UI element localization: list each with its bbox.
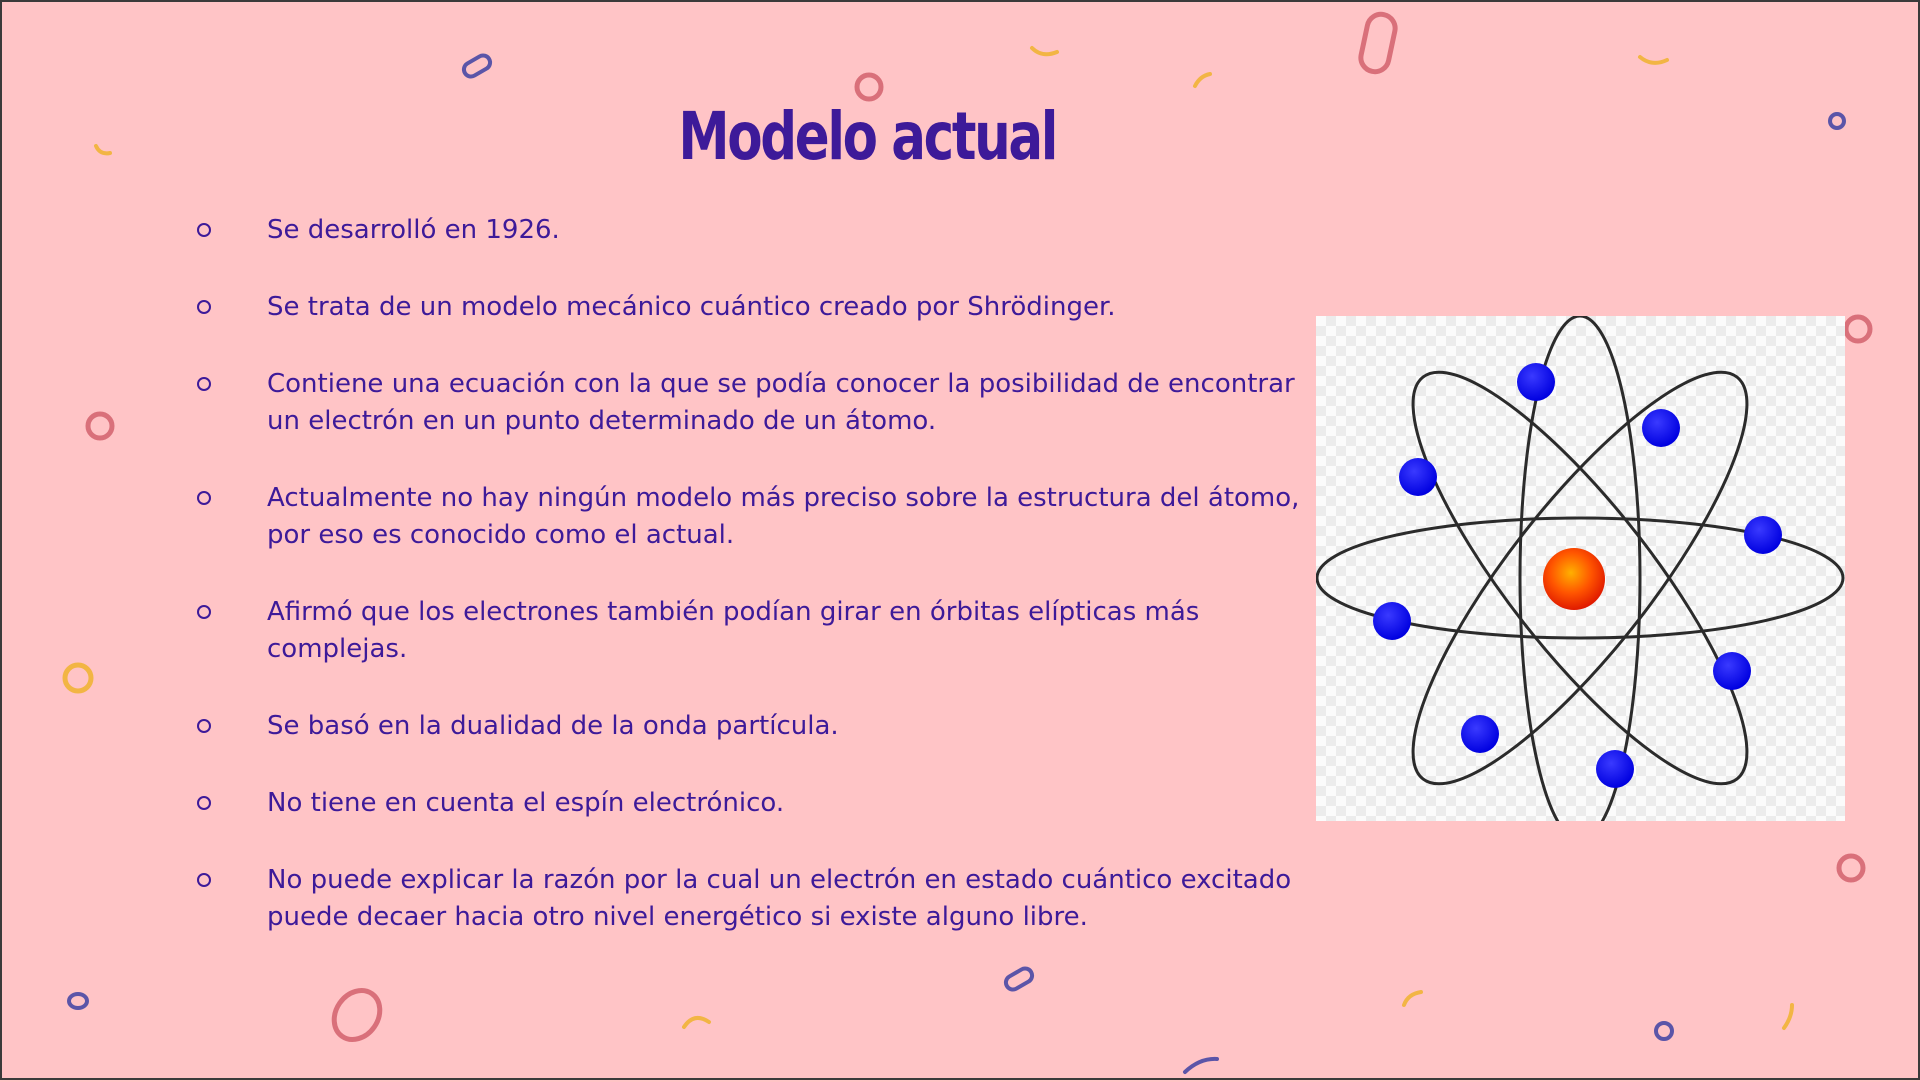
bullet-item [197,480,1312,554]
deco-ring-pink [1839,856,1863,880]
bullet-text: Afirmó que los electrones también podían girar en órbitas elípticas más complejas. [267,597,1200,664]
deco-arc-yellow [1784,1005,1792,1028]
bullet-item [197,785,1312,822]
bullet-item [197,594,1312,668]
hollow-circle-icon [197,223,211,237]
bullet-item [197,708,1312,745]
electron [1642,409,1680,447]
deco-oval-pink [325,982,389,1049]
hollow-circle-icon [197,605,211,619]
bullet-item [197,366,1312,440]
electron [1596,750,1634,788]
bullet-text: No tiene en cuenta el espín electrónico. [267,788,785,818]
atom-icon [1316,316,1845,821]
hollow-circle-icon [197,300,211,314]
slide-title: Modelo actual [678,98,1057,175]
bullet-text: Se basó en la dualidad de la onda partícula. [267,711,839,741]
deco-pill-purple [1003,966,1034,992]
bullet-list [197,212,1312,936]
deco-ring-pink [88,414,112,438]
electron [1744,516,1782,554]
electron [1517,363,1555,401]
deco-arc-yellow [1032,48,1057,54]
deco-ring-pink [857,75,881,99]
atom-illustration [1316,316,1845,821]
hollow-circle-icon [197,491,211,505]
deco-ring-purple [1830,114,1844,128]
deco-ring-purple [69,994,87,1008]
deco-pill-purple [461,53,492,79]
hollow-circle-icon [197,377,211,391]
bullet-item [197,862,1312,936]
bullet-text: Actualmente no hay ningún modelo más preciso sobre la estructura del átomo, por eso es conocido como el actual. [267,483,1300,550]
nucleus [1543,548,1605,610]
hollow-circle-icon [197,796,211,810]
hollow-circle-icon [197,873,211,887]
deco-arc-yellow [1195,74,1210,86]
bullet-text: No puede explicar la razón por la cual un electrón en estado cuántico excitado puede decaer hacia otro nivel energético si existe alguno libre. [267,865,1292,932]
electron [1713,652,1751,690]
electron [1399,458,1437,496]
deco-ring-purple [1656,1023,1672,1039]
deco-arc-yellow [684,1018,709,1027]
deco-arc-yellow [1404,992,1421,1005]
bullet-item [197,289,1312,326]
hollow-circle-icon [197,719,211,733]
deco-ring-pink [1846,317,1870,341]
bullet-item [197,212,1312,249]
electron [1373,602,1411,640]
electron [1461,715,1499,753]
deco-arc-yellow [96,146,110,153]
deco-arc-yellow [1640,57,1667,63]
deco-ring-yellow [65,665,91,691]
deco-arc-purple [1185,1059,1217,1072]
bullet-text: Contiene una ecuación con la que se podía conocer la posibilidad de encontrar un electrón en un punto determinado de un átomo. [267,369,1295,436]
bullet-text: Se desarrolló en 1926. [267,215,560,245]
bullet-text: Se trata de un modelo mecánico cuántico creado por Shrödinger. [267,292,1116,322]
deco-capsule-pink [1358,12,1397,75]
